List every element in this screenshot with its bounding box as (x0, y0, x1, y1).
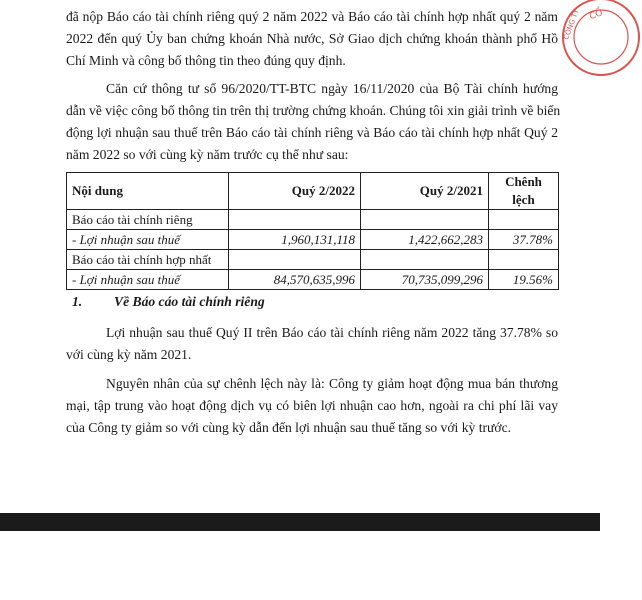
section1-line: của Công ty giảm so với cùng kỳ dẫn đến lợi nhuận sau thuế tăng so với kỳ trước. (66, 420, 511, 435)
header-q2-2021: Quý 2/2021 (361, 173, 489, 210)
intro-line: 2022 đến quý Ủy ban chứng khoán Nhà nước, Sở Giao dịch chứng khoán thành phố Hồ (66, 31, 558, 46)
section1-line: Lợi nhuận sau thuế Quý II trên Báo cáo tài chính riêng năm 2022 tăng 37.78% so (106, 325, 558, 340)
section1-line: Nguyên nhân của sự chênh lệch này là: Công ty giảm hoạt động mua bán thương (106, 376, 558, 391)
row-value (361, 250, 489, 270)
section-heading (72, 294, 265, 310)
intro-line: đã nộp Báo cáo tài chính riêng quý 2 năm 2022 và Báo cáo tài chính hợp nhất quý 2 năm (66, 9, 558, 24)
row-value: 1,960,131,118 (229, 230, 361, 250)
section-title: Về Báo cáo tài chính riêng (114, 294, 265, 309)
section1-line: với cùng kỳ năm 2021. (66, 347, 192, 362)
row-label: Báo cáo tài chính riêng (67, 210, 229, 230)
svg-text:CỔ: CỔ (588, 8, 605, 23)
header-content: Nội dung (67, 173, 229, 210)
row-value: 1,422,662,283 (361, 230, 489, 250)
intro-paragraph (66, 6, 558, 72)
table-row (67, 210, 559, 230)
basis-line: năm 2022 so với cùng kỳ năm trước cụ thể như sau: (66, 147, 349, 162)
basis-line: Căn cứ thông tư số 96/2020/TT-BTC ngày 16/11/2020 của Bộ Tài chính hướng (106, 81, 558, 96)
row-value (229, 210, 361, 230)
row-value: 37.78% (489, 230, 559, 250)
profit-comparison-table (66, 172, 559, 290)
row-label: - Lợi nhuận sau thuế (67, 270, 229, 290)
row-label: - Lợi nhuận sau thuế (67, 230, 229, 250)
table-row (67, 230, 559, 250)
row-value (229, 250, 361, 270)
row-value: 84,570,635,996 (229, 270, 361, 290)
row-value (361, 210, 489, 230)
table-row (67, 250, 559, 270)
header-q2-2022: Quý 2/2022 (229, 173, 361, 210)
basis-line: động lợi nhuận sau thuế trên Báo cáo tài chính riêng và Báo cáo tài chính hợp nhất Quý 2 (66, 125, 558, 140)
page-bottom-edge (0, 513, 600, 531)
table-row (67, 270, 559, 290)
section1-paragraph-2 (66, 373, 558, 439)
row-value: 70,735,099,296 (361, 270, 489, 290)
row-value: 19.56% (489, 270, 559, 290)
row-value (489, 250, 559, 270)
header-difference: Chênh lệch (489, 173, 559, 210)
intro-line: Chí Minh và công bố thông tin theo đúng quy định. (66, 53, 346, 68)
row-value (489, 210, 559, 230)
company-seal-stamp (560, 0, 642, 78)
row-label: Báo cáo tài chính hợp nhất (67, 250, 229, 270)
section1-line: mại, tập trung vào hoạt động dịch vụ có biên lợi nhuận cao hơn, ngoài ra chi phí lãi vay (66, 398, 558, 413)
basis-line: dẫn về việc công bố thông tin trên thị trường chứng khoán. Chúng tôi xin giải trình về biến (66, 103, 561, 118)
section-number: 1. (72, 294, 83, 309)
section1-paragraph-1 (66, 322, 558, 366)
basis-paragraph (66, 78, 561, 166)
svg-text:CÔNG TY: CÔNG TY (562, 8, 581, 41)
table-header-row (67, 173, 559, 210)
